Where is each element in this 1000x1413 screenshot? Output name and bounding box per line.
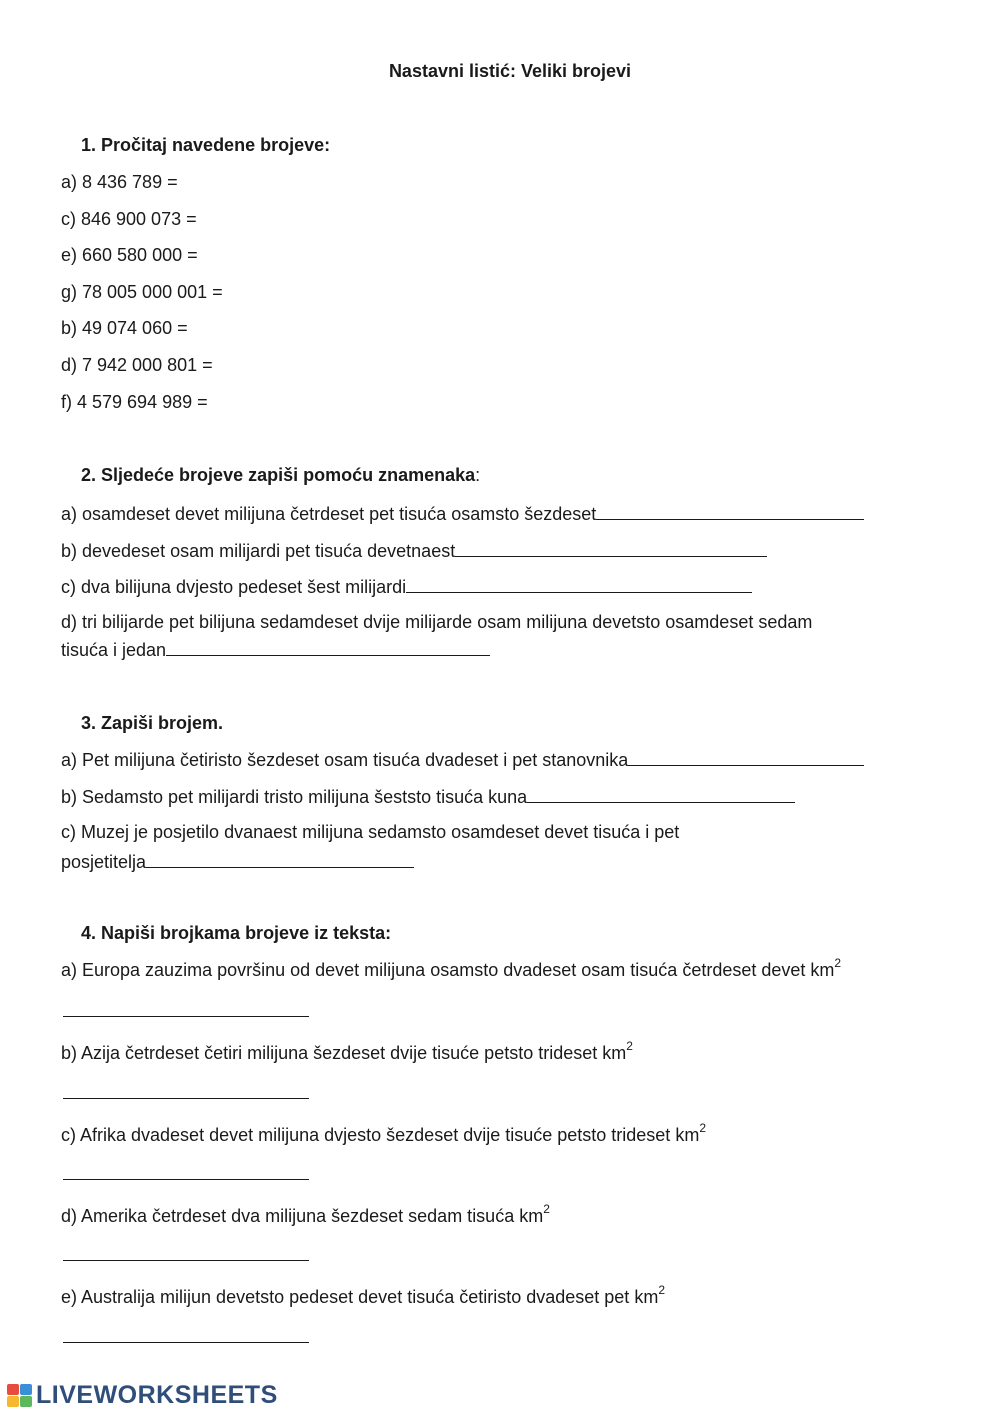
section-4-item-a-text: a) Europa zauzima površinu od devet milijuna osamsto dvadeset osam tisuća četrdeset devet: [61, 960, 806, 980]
unit-exponent: 2: [699, 1121, 707, 1135]
section-4-item-e: [61, 1285, 665, 1308]
section-2-heading-colon: :: [475, 465, 481, 485]
section-2-item-c-text: c) dva bilijuna dvjesto pedeset šest milijardi: [61, 577, 407, 597]
section-3-item-b-text: b) Sedamsto pet milijardi tristo milijuna šeststo tisuća kuna: [61, 787, 528, 807]
section-2-item-b: [61, 540, 767, 562]
answer-blank[interactable]: [628, 749, 864, 766]
answer-blank[interactable]: [596, 503, 864, 520]
unit-exponent: 2: [626, 1039, 633, 1053]
section-3-item-c-cont-text: posjetitelja: [61, 852, 147, 872]
answer-blank[interactable]: [455, 540, 767, 557]
section-3-heading: 3. Zapiši brojem.: [81, 713, 224, 733]
section-3-item-a: [61, 749, 864, 771]
section-2-item-b-text: b) devedeset osam milijardi pet tisuća devetnaest: [61, 541, 456, 561]
section-4-item-a: [61, 958, 841, 981]
answer-line[interactable]: [63, 1016, 309, 1017]
section-3-item-c: c) Muzej je posjetilo dvanaest milijuna sedamsto osamdeset devet tisuća i pet: [61, 822, 680, 842]
section-1-item: b) 49 074 060 =: [61, 318, 188, 338]
unit-km: km: [810, 960, 835, 980]
section-1-item: c) 846 900 073 =: [61, 209, 197, 229]
section-3-item-b: [61, 786, 795, 808]
section-4-item-e-text: e) Australija milijun devetsto pedeset devet tisuća četiristo dvadeset pet: [61, 1287, 630, 1307]
answer-blank[interactable]: [527, 786, 795, 803]
answer-blank[interactable]: [406, 576, 752, 593]
section-2-heading-text: 2. Sljedeće brojeve zapiši pomoću znamenaka: [81, 465, 476, 485]
section-2-item-d-cont: [61, 639, 490, 661]
section-2-item-c: [61, 576, 752, 598]
answer-line[interactable]: [63, 1260, 309, 1261]
unit-exponent: 2: [543, 1202, 550, 1216]
answer-blank[interactable]: [146, 851, 414, 868]
unit-km: km: [634, 1287, 659, 1307]
section-1-item: a) 8 436 789 =: [61, 172, 178, 192]
section-1-item: f) 4 579 694 989 =: [61, 392, 208, 412]
section-1-item: e) 660 580 000 =: [61, 245, 198, 265]
unit-km: km: [519, 1206, 544, 1226]
answer-line[interactable]: [63, 1098, 309, 1099]
section-4-heading: 4. Napiši brojkama brojeve iz teksta:: [81, 923, 392, 943]
answer-blank[interactable]: [166, 639, 490, 656]
section-4-item-b-text: b) Azija četrdeset četiri milijuna šezdeset dvije tisuće petsto trideset: [61, 1043, 598, 1063]
section-2-item-a-text: a) osamdeset devet milijuna četrdeset pet tisuća osamsto šezdeset: [61, 504, 597, 524]
section-2-heading: [81, 465, 480, 486]
page-title: Nastavni listić: Veliki brojevi: [388, 61, 632, 81]
section-4-item-d: [61, 1204, 550, 1227]
section-4-item-b: [61, 1041, 633, 1064]
unit-exponent: 2: [834, 956, 842, 970]
answer-line[interactable]: [63, 1179, 309, 1180]
brand-name: LIVEWORKSHEETS: [36, 1380, 278, 1409]
section-1-item: d) 7 942 000 801 =: [61, 355, 213, 375]
unit-km: km: [675, 1125, 700, 1145]
blocks-icon: [6, 1381, 34, 1409]
section-4-item-c-text: c) Afrika dvadeset devet milijuna dvjesto šezdeset dvije tisuće petsto trideset: [61, 1125, 671, 1145]
section-2-item-d: d) tri bilijarde pet bilijuna sedamdeset dvije milijarde osam milijuna devetsto osamdeset sedam: [61, 612, 813, 632]
section-3-item-a-text: a) Pet milijuna četiristo šezdeset osam tisuća dvadeset i pet stanovnika: [61, 750, 629, 770]
section-1-heading: 1. Pročitaj navedene brojeve:: [81, 135, 331, 155]
section-2-item-d-cont-text: tisuća i jedan: [61, 640, 167, 660]
section-1-item: g) 78 005 000 001 =: [61, 282, 223, 302]
answer-line[interactable]: [63, 1342, 309, 1343]
section-2-item-a: [61, 503, 864, 525]
section-3-item-c-cont: [61, 851, 414, 873]
section-4-item-c: [61, 1123, 706, 1146]
unit-exponent: 2: [658, 1283, 666, 1297]
unit-km: km: [602, 1043, 627, 1063]
section-4-item-d-text: d) Amerika četrdeset dva milijuna šezdeset sedam tisuća: [61, 1206, 515, 1226]
liveworksheets-logo[interactable]: [6, 1381, 278, 1409]
